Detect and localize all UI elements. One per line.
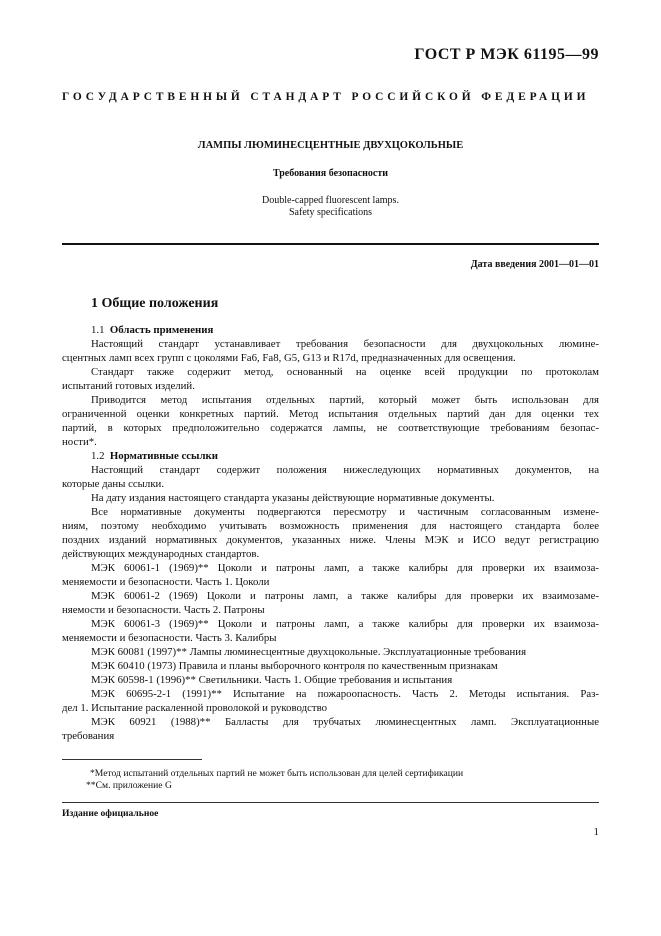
text-line: сцентных ламп всех групп с цоколями Fa6, Fa8, G5, G13 и R17d, предназначенных для освещения. xyxy=(62,352,516,364)
footnote-2: **См. приложение G xyxy=(86,780,172,791)
text-line: Приводится метод испытания отдельных партий, который может быть использован для xyxy=(91,394,599,406)
page-number: 1 xyxy=(593,826,599,838)
subsection-heading xyxy=(62,449,599,463)
text-line: ограниченной оценки конкретных партий. Метод испытания отдельных партий дан для оценки тех xyxy=(62,408,599,420)
reference-line: МЭК 60061-3 (1969)** Цоколи и патроны ламп, а также калибры для проверки их взаимоза- xyxy=(91,618,599,630)
subsection-title: Область применения xyxy=(109,324,214,336)
english-title-line-2: Safety specifications xyxy=(288,207,373,218)
text-line: поздних изданий нормативных документов, указанных ниже. Члены МЭК и ИСО ведут регистрацию xyxy=(62,534,599,546)
english-title-line-1: Double-capped fluorescent lamps. xyxy=(262,195,399,206)
footnote-divider xyxy=(62,759,202,760)
reference-line: МЭК 60061-2 (1969) Цоколи и патроны ламп, а также калибры для проверки их взаимозаме- xyxy=(91,590,599,602)
reference-line: меняемости и безопасности. Часть 3. Калибры xyxy=(62,632,277,644)
footnote-1: *Метод испытаний отдельных партий не может быть использован для целей сертификации xyxy=(90,768,464,779)
reference-line: МЭК 60410 (1973) Правила и планы выборочного контроля по качественным признакам xyxy=(91,660,498,672)
subsection-heading xyxy=(62,323,599,337)
reference-line: меняемости и безопасности. Часть 1. Цоколи xyxy=(62,576,270,588)
reference-line: МЭК 60061-1 (1969)** Цоколи и патроны ламп, а также калибры для проверки их взаимоза- xyxy=(91,562,599,574)
standard-subtitle: Требования безопасности xyxy=(272,168,389,179)
reference-line: дел 1. Испытание раскаленной проволокой и руководство xyxy=(62,702,328,714)
reference-line: требования xyxy=(62,730,115,742)
reference-line: МЭК 60921 (1988)** Балласты для трубчатых люминесцентных ламп. Эксплуатационные xyxy=(91,716,599,728)
reference-line: МЭК 60695-2-1 (1991)** Испытание на пожароопасность. Часть 2. Методы испытания. Раз- xyxy=(91,688,599,700)
text-line: испытаний готовых изделий. xyxy=(62,380,195,392)
edition-divider xyxy=(62,802,599,803)
section-body xyxy=(62,323,599,743)
reference-line: МЭК 60081 (1997)** Лампы люминесцентные двухцокольные. Эксплуатационные требования xyxy=(91,646,527,658)
text-line: Все нормативные документы подвергаются пересмотру и частичным согласованным измене- xyxy=(91,506,599,518)
text-line: ности*. xyxy=(62,436,97,448)
reference-line: МЭК 60598-1 (1996)** Светильники. Часть 1. Общие требования и испытания xyxy=(91,674,453,686)
section-heading: 1 Общие положения xyxy=(91,296,219,311)
subsection-title: Нормативные ссылки xyxy=(109,450,218,462)
text-line: Настоящий стандарт содержит положения нижеследующих нормативных документов, на xyxy=(91,464,599,476)
text-line: действующих международных стандартов. xyxy=(62,548,260,560)
text-line: На дату издания настоящего стандарта указаны действующие нормативные документы. xyxy=(91,492,495,504)
title-divider xyxy=(62,243,599,245)
reference-line: няемости и безопасности. Часть 2. Патроны xyxy=(62,604,265,616)
text-line: партий, в которых предположительно содержатся лампы, не соответствующие требованиям безопас- xyxy=(62,422,599,434)
text-line: которые даны ссылки. xyxy=(62,478,165,490)
subsection-number: 1.2 xyxy=(91,450,105,462)
text-line: ниям, поэтому необходимо учитывать возможность применения для настоящего стандарта более xyxy=(62,520,599,532)
text-line: Стандарт также содержит метод, основанный на оценке всей продукции по протоколам xyxy=(91,366,599,378)
state-standard-title: ГОСУДАРСТВЕННЫЙ СТАНДАРТ РОССИЙСКОЙ ФЕДЕРАЦИИ xyxy=(62,91,590,103)
standard-title: ЛАМПЫ ЛЮМИНЕСЦЕНТНЫЕ ДВУХЦОКОЛЬНЫЕ xyxy=(197,140,464,151)
subsection-number: 1.1 xyxy=(91,324,105,336)
introduction-date: Дата введения 2001—01—01 xyxy=(470,259,599,270)
document-code: ГОСТ Р МЭК 61195—99 xyxy=(414,46,599,63)
text-line: Настоящий стандарт устанавливает требования безопасности для двухцокольных люмине- xyxy=(91,338,599,350)
official-edition-label: Издание официальное xyxy=(62,808,159,819)
